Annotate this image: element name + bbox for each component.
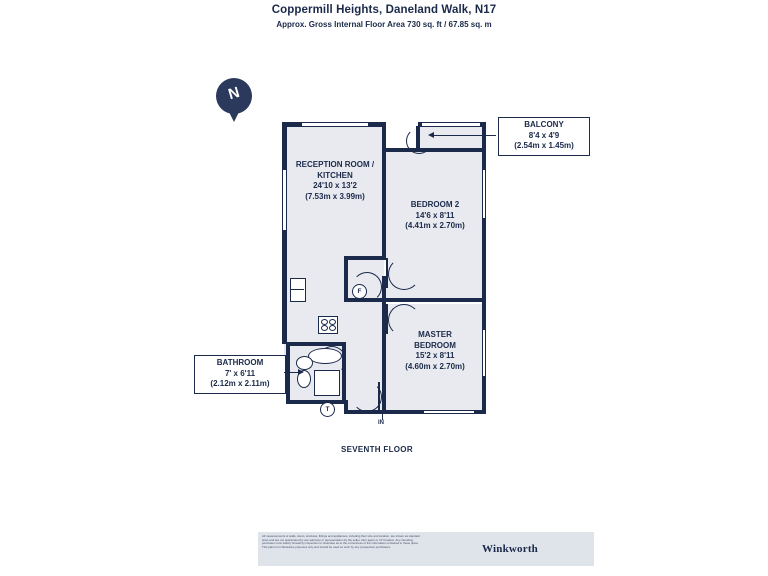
- window-balcony-rail: [422, 123, 480, 126]
- master-name-line2: BEDROOM: [414, 340, 456, 350]
- tank-marker: T: [320, 402, 335, 417]
- bathroom-dim-metric: (2.12m x 2.11m): [210, 379, 270, 388]
- room-label-bedroom2: [386, 200, 484, 232]
- brand-bar: [426, 532, 594, 566]
- room-label-master: [386, 330, 484, 372]
- balcony-leader-line: [432, 135, 496, 136]
- shower-tray-icon: [314, 370, 340, 396]
- entrance-label: IN: [378, 420, 384, 426]
- fridge-marker: F: [352, 284, 367, 299]
- kitchen-counter-line: [290, 289, 304, 290]
- balcony-leader-arrow: [428, 132, 434, 138]
- wall-kitchen-step-v: [344, 256, 348, 302]
- door-leaf-hall: [352, 298, 354, 300]
- balcony-dim-metric: (2.54m x 1.45m): [514, 141, 574, 150]
- bathtub-icon: [308, 348, 342, 364]
- bathroom-name: BATHROOM: [216, 358, 264, 367]
- bathroom-dim-imperial: 7' x 6'11: [224, 368, 256, 378]
- room-label-bathroom: [194, 355, 286, 394]
- floor-note: SEVENTH FLOOR: [341, 445, 413, 454]
- entrance-arrow-stem: [382, 408, 383, 420]
- reception-dim-metric: (7.53m x 3.99m): [305, 191, 365, 201]
- wall-bedroom2-master: [386, 298, 486, 302]
- master-dim-imperial: 15'2 x 8'11: [415, 351, 455, 360]
- kitchen-counter: [290, 278, 306, 302]
- disclaimer-text: All measurements of walls, doors, windows, fittings and appliances, including their size and location, are shown as standard sizes and are not guaranteed by any warranty or representation by the seller, their agent or LP Creative. Any intending purchaser must satisfy himself by inspection or otherwise as to the correctness of the information contained in these plans. This plan is for illustrative purposes only and should be used so such by any prospective purchasers.: [258, 532, 426, 566]
- room-label-balcony: [498, 117, 590, 156]
- wall-kitchen-step-h: [344, 256, 384, 260]
- bathroom-leader-arrow: [298, 369, 304, 375]
- floor-area-subtitle: Approx. Gross Internal Floor Area 730 sq. ft / 67.85 sq. m: [276, 20, 492, 29]
- master-name-line1: MASTER: [418, 330, 452, 339]
- door-leaf-bedroom2: [386, 258, 388, 288]
- reception-name-line2: KITCHEN: [317, 170, 353, 180]
- brand-logo: Winkworth: [482, 543, 538, 555]
- door-arc-bedroom2: [388, 258, 420, 290]
- balcony-door-frame: [420, 150, 482, 152]
- washbasin-icon: [296, 356, 313, 370]
- balcony-name: BALCONY: [524, 120, 564, 129]
- door-leaf-entrance: [378, 382, 380, 410]
- bedroom2-name: BEDROOM 2: [410, 200, 460, 209]
- bedroom2-dim-imperial: 14'6 x 8'11: [415, 210, 455, 220]
- window-reception-top: [302, 123, 368, 126]
- reception-dim-imperial: 24'10 x 13'2: [313, 181, 357, 190]
- wall-bottom-left: [286, 400, 348, 404]
- room-label-reception: [276, 160, 394, 202]
- bedroom2-dim-metric: (4.41m x 2.70m): [405, 221, 465, 230]
- hob-burner-4: [329, 325, 336, 331]
- window-master-bottom: [424, 411, 474, 413]
- wall-left-bathroom: [286, 342, 290, 404]
- balcony-dim-imperial: 8'4 x 4'9: [528, 130, 560, 140]
- wall-left: [282, 122, 287, 344]
- compass-letter: N: [226, 83, 242, 104]
- door-leaf-bathroom: [318, 344, 344, 346]
- page-title: Coppermill Heights, Daneland Walk, N17: [271, 4, 497, 16]
- footer: [258, 532, 594, 566]
- hob-burner-3: [321, 325, 328, 331]
- reception-name-line1: RECEPTION ROOM /: [295, 160, 375, 169]
- master-dim-metric: (4.60m x 2.70m): [405, 361, 465, 371]
